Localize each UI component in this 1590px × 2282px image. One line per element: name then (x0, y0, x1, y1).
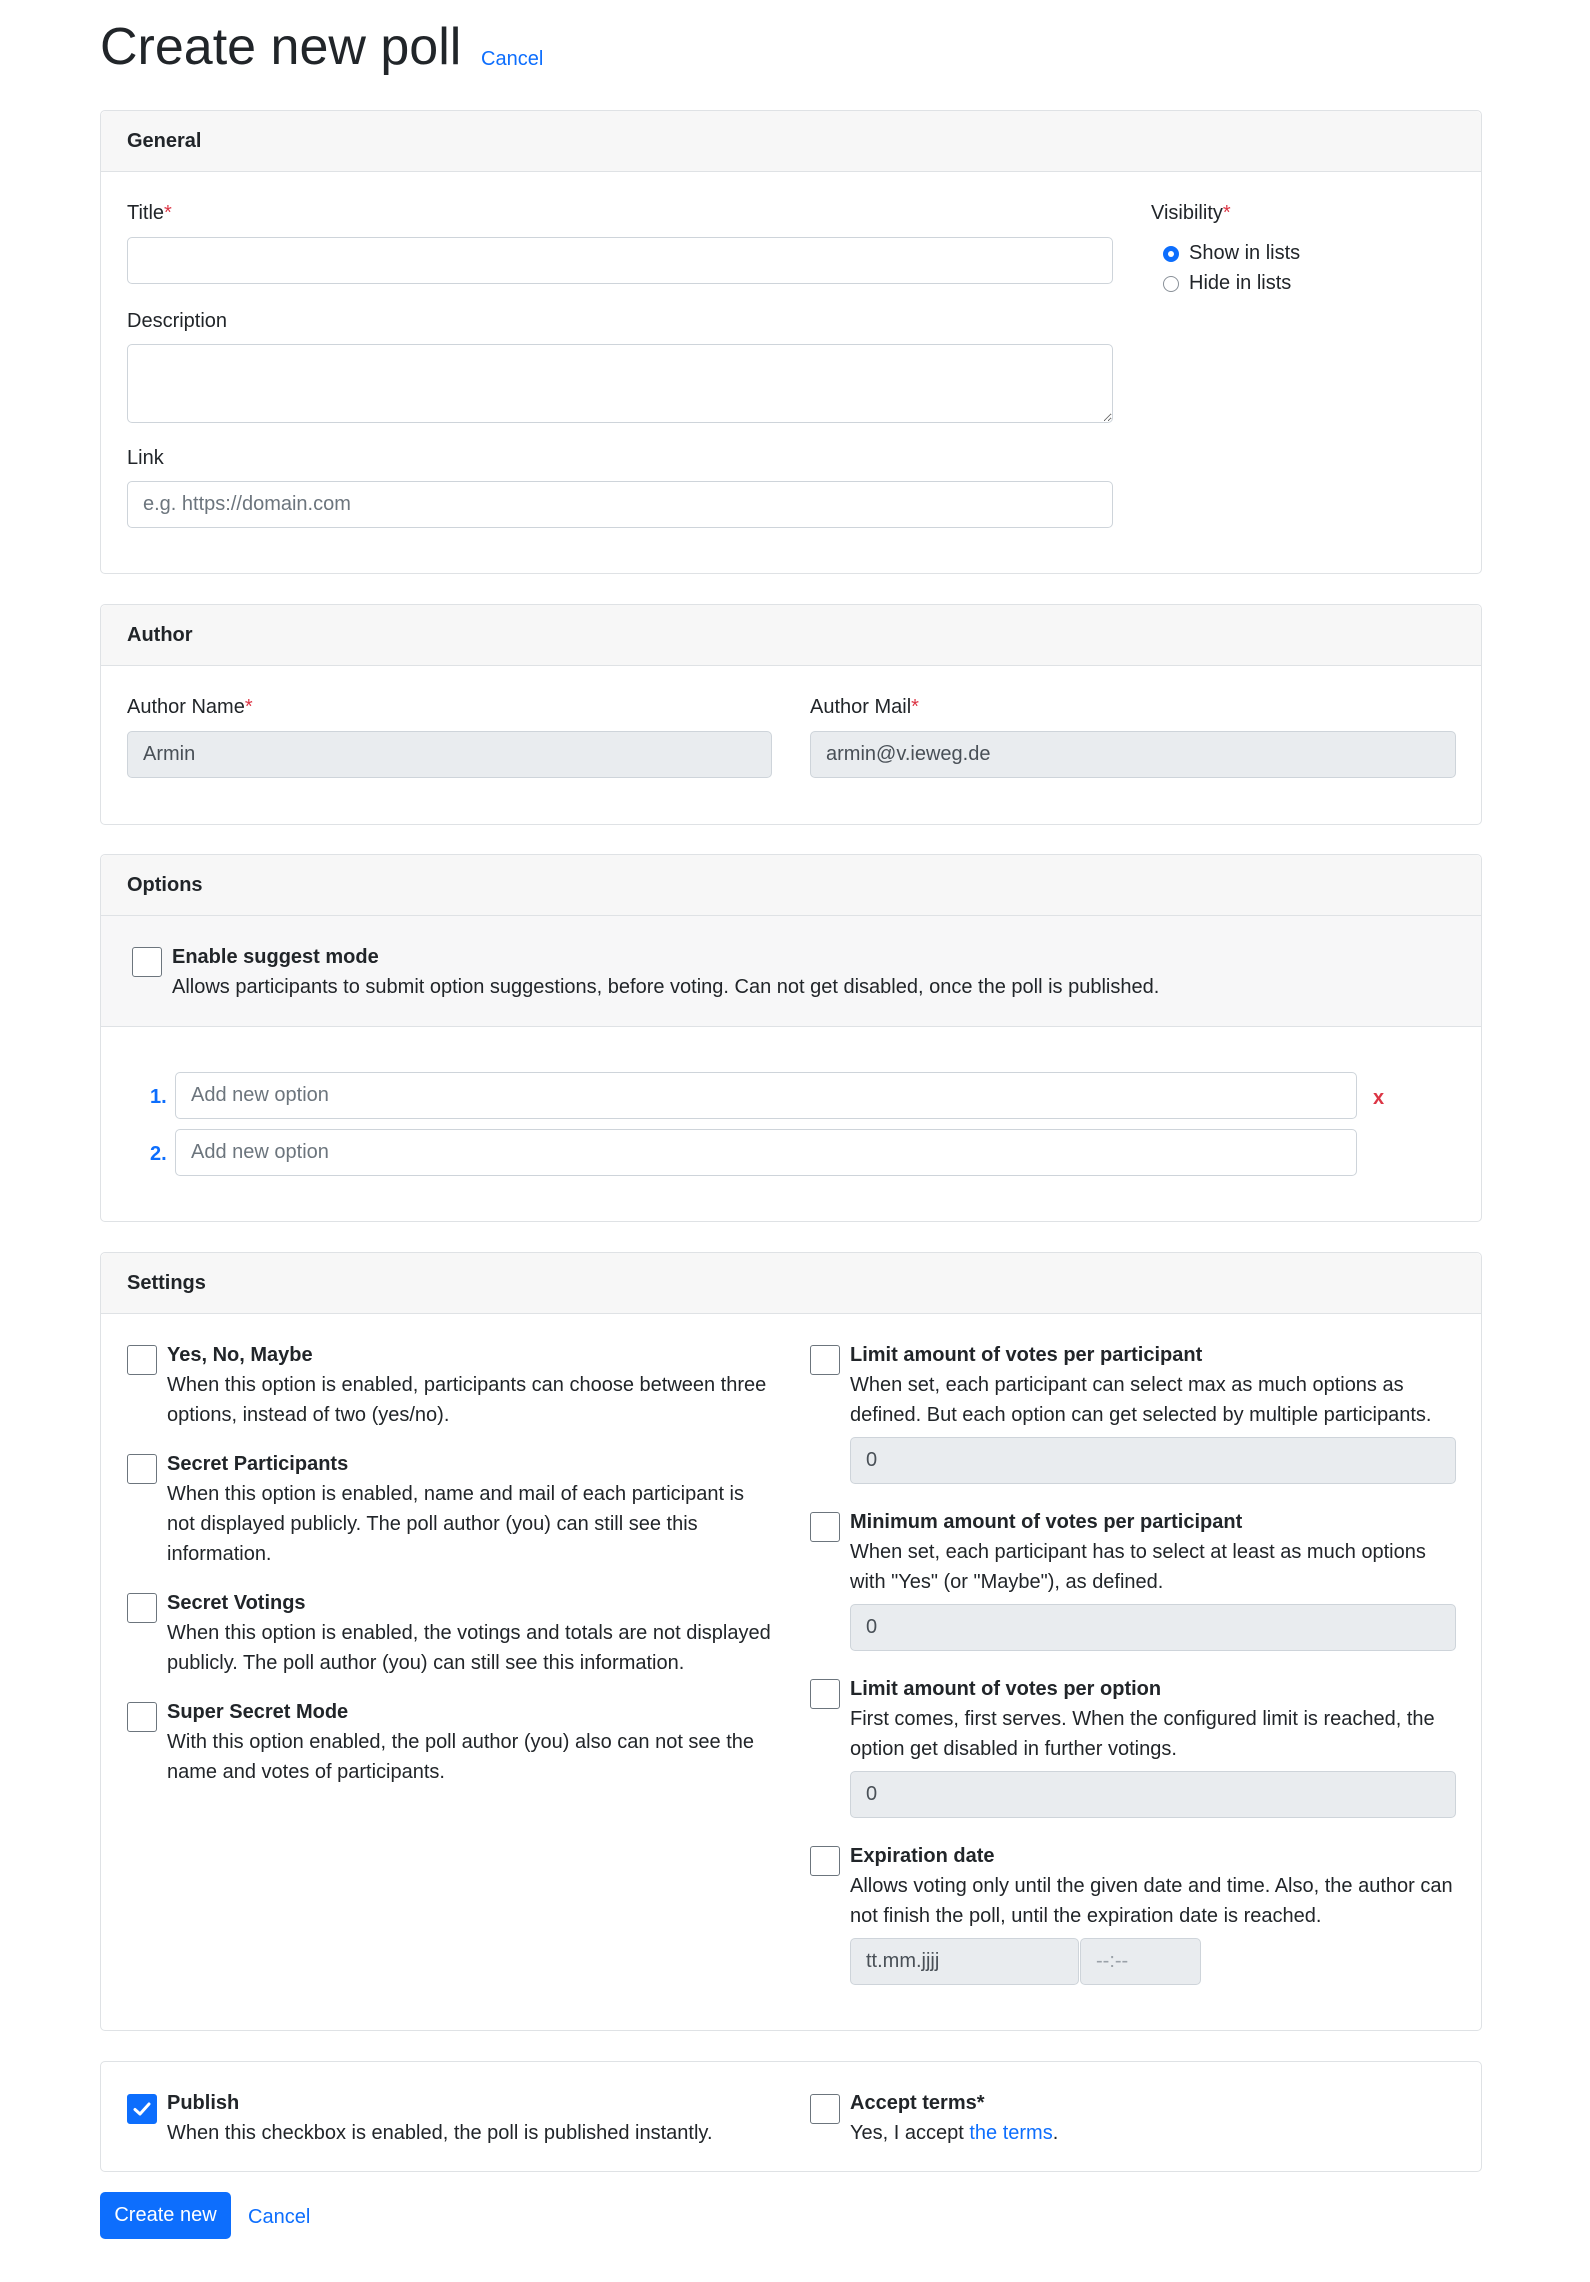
limit-votes-option-input[interactable] (850, 1771, 1456, 1818)
limit-votes-participant-title: Limit amount of votes per participant (850, 1344, 1203, 1366)
create-new-button[interactable]: Create new (100, 2192, 231, 2239)
yes-no-maybe-checkbox[interactable] (127, 1345, 157, 1375)
visibility-show-radio[interactable]: Show in lists (1163, 239, 1300, 268)
author-mail-label: Author Mail* (810, 696, 919, 718)
suggest-mode-desc: Allows participants to submit option suggestions, before voting. Can not get disabled, once the poll is published. (172, 976, 1160, 998)
link-label: Link (127, 447, 164, 469)
limit-votes-participant-input[interactable] (850, 1437, 1456, 1484)
title-input[interactable] (127, 237, 1113, 284)
publish-checkbox[interactable] (127, 2094, 157, 2124)
general-header: General (101, 111, 1481, 172)
author-mail-input[interactable] (810, 731, 1456, 778)
min-votes-participant-checkbox[interactable] (810, 1512, 840, 1542)
remove-option-button[interactable]: x (1373, 1087, 1385, 1109)
options-card (100, 854, 1482, 1222)
publish-terms-card (100, 2061, 1482, 2172)
accept-terms-title: Accept terms* (850, 2092, 985, 2114)
expiration-time-input[interactable] (1080, 1938, 1201, 1985)
author-name-input[interactable] (127, 731, 772, 778)
radio-selected-icon (1163, 246, 1179, 262)
min-votes-participant-title: Minimum amount of votes per participant (850, 1511, 1243, 1533)
option-input[interactable] (175, 1072, 1357, 1119)
suggest-mode-checkbox[interactable] (132, 947, 162, 977)
options-header: Options (101, 855, 1481, 916)
link-input[interactable] (127, 481, 1113, 528)
settings-card (100, 1252, 1482, 2031)
super-secret-mode-title: Super Secret Mode (167, 1701, 349, 1723)
min-votes-participant-desc: When set, each participant has to select at least as much options with "Yes" (or "Maybe"), as defined. (850, 1541, 1426, 1593)
option-input[interactable] (175, 1129, 1357, 1176)
author-card (100, 604, 1482, 825)
terms-link[interactable]: the terms (969, 2122, 1053, 2144)
publish-desc: When this checkbox is enabled, the poll is published instantly. (167, 2122, 713, 2144)
header-cancel-link[interactable]: Cancel (481, 48, 544, 70)
secret-participants-checkbox[interactable] (127, 1454, 157, 1484)
yes-no-maybe-desc: When this option is enabled, participants can choose between three options, instead of two (yes/no). (167, 1374, 767, 1426)
expiration-date-title: Expiration date (850, 1845, 995, 1867)
limit-votes-option-title: Limit amount of votes per option (850, 1678, 1162, 1700)
accept-terms-checkbox[interactable] (810, 2094, 840, 2124)
radio-unselected-icon (1163, 276, 1179, 292)
limit-votes-option-checkbox[interactable] (810, 1679, 840, 1709)
title-label: Title* (127, 202, 172, 224)
secret-votings-title: Secret Votings (167, 1592, 306, 1614)
suggest-mode-title: Enable suggest mode (172, 946, 379, 968)
expiration-date-desc: Allows voting only until the given date and time. Also, the author can not finish the poll, until the expiration date is reached. (850, 1875, 1453, 1927)
author-name-label: Author Name* (127, 696, 253, 718)
secret-votings-checkbox[interactable] (127, 1593, 157, 1623)
page-title: Create new poll (100, 18, 462, 76)
option-number: 2. (150, 1143, 167, 1165)
general-card (100, 110, 1482, 574)
description-label: Description (127, 310, 228, 332)
secret-participants-desc: When this option is enabled, name and mail of each participant is not displayed publicly. The poll author (you) can still see this information. (167, 1483, 745, 1565)
footer-cancel-link[interactable]: Cancel (248, 2206, 311, 2228)
yes-no-maybe-title: Yes, No, Maybe (167, 1344, 313, 1366)
secret-votings-desc: When this option is enabled, the votings and totals are not displayed publicly. The poll author (you) can still see this information. (167, 1622, 771, 1674)
option-number: 1. (150, 1086, 167, 1108)
min-votes-participant-input[interactable] (850, 1604, 1456, 1651)
super-secret-mode-desc: With this option enabled, the poll author (you) also can not see the name and votes of participants. (167, 1731, 755, 1783)
publish-title: Publish (167, 2092, 240, 2114)
author-header: Author (101, 605, 1481, 666)
expiration-date-checkbox[interactable] (810, 1846, 840, 1876)
limit-votes-option-desc: First comes, first serves. When the configured limit is reached, the option get disabled in further votings. (850, 1708, 1435, 1760)
expiration-date-input[interactable] (850, 1938, 1079, 1985)
description-textarea[interactable] (127, 344, 1113, 423)
check-icon (132, 2099, 152, 2119)
visibility-label: Visibility* (1151, 202, 1231, 224)
limit-votes-participant-desc: When set, each participant can select max as much options as defined. But each option can get selected by multiple participants. (850, 1374, 1432, 1426)
visibility-hide-radio[interactable]: Hide in lists (1163, 269, 1291, 298)
settings-header: Settings (101, 1253, 1481, 1314)
super-secret-mode-checkbox[interactable] (127, 1702, 157, 1732)
limit-votes-participant-checkbox[interactable] (810, 1345, 840, 1375)
accept-terms-desc: Yes, I accept the terms. (850, 2122, 1059, 2144)
secret-participants-title: Secret Participants (167, 1453, 349, 1475)
